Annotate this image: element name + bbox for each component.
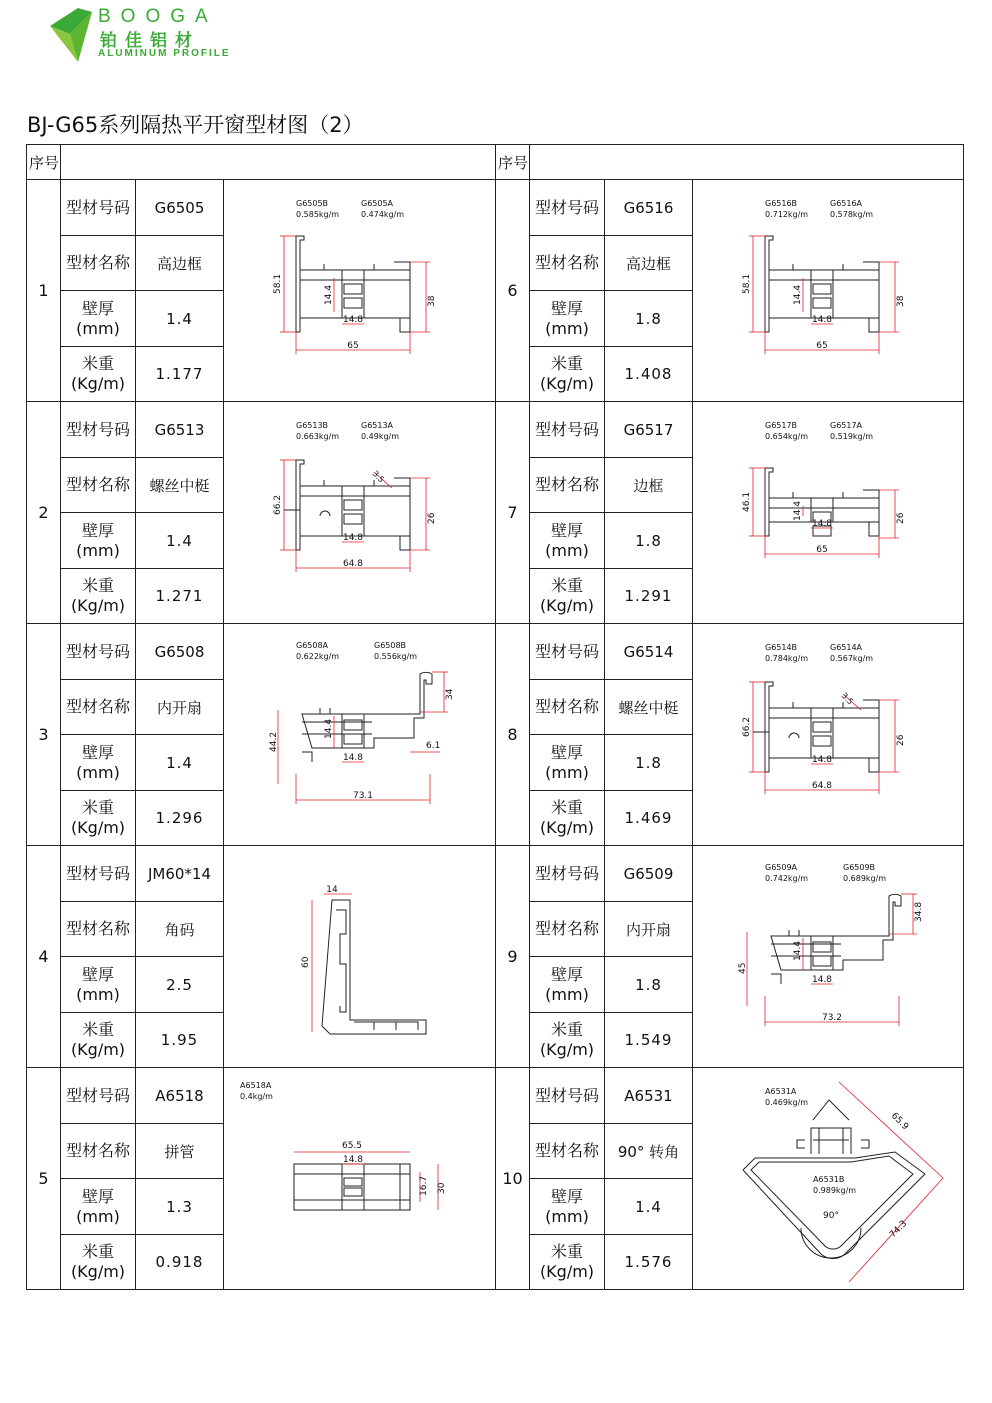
label-weight-2: (Kg/m) [70,818,126,837]
label-code: 型材号码 [61,180,136,236]
label-weight [530,1013,605,1068]
profile-code-b: G6516A [830,199,863,208]
profile-weight-b: 0.689kg/m [843,874,887,883]
value-name: 角码 [136,902,224,957]
profile-figure [693,846,963,1067]
profile-weight-b: 0.567kg/m [830,654,874,663]
value-wall: 1.8 [605,735,693,791]
label-wall: 壁厚(mm) [530,1179,605,1235]
value-weight: 1.291 [605,569,693,624]
table-row [27,180,964,236]
label-code: 型材号码 [530,846,605,902]
side-label: 26 [427,512,437,524]
label-name: 型材名称 [530,1124,605,1179]
value-weight: 1.408 [605,347,693,402]
value-code: G6509 [605,846,693,902]
value-wall: 2.5 [136,957,224,1013]
label-code: 型材号码 [61,624,136,680]
profile-outline [751,1156,913,1249]
profile-weight-a: 0.784kg/m [765,654,809,663]
width-label: 64.8 [811,781,833,791]
label-weight [61,569,136,624]
break-label: 14.8 [811,315,833,325]
value-code: G6517 [605,402,693,458]
label-weight [530,569,605,624]
profile-code-b: G6508B [374,641,407,650]
value-weight: 1.296 [136,791,224,846]
profile-figure [224,1068,494,1289]
value-wall: 1.8 [605,291,693,347]
value-code: G6508 [136,624,224,680]
profile-drawing [693,180,964,402]
profile-code-a: G6517B [765,421,798,430]
value-name: 内开扇 [136,680,224,735]
profile-weight-b: 0.556kg/m [374,652,418,661]
profile-outline [811,1128,851,1154]
value-weight: 1.95 [136,1013,224,1068]
value-weight: 1.271 [136,569,224,624]
length-dimension [839,1082,943,1178]
row-number: 4 [27,846,61,1068]
table-row [27,624,964,680]
label-weight-2: (Kg/m) [70,1262,126,1281]
profile-outline [400,536,410,550]
label-weight [530,347,605,402]
header-blank-right [530,145,964,180]
value-code: G6513 [136,402,224,458]
label-name: 型材名称 [530,902,605,957]
profile-outline [753,732,799,738]
label-code: 型材号码 [530,1068,605,1124]
profile-outline [793,262,879,270]
label-code: 型材号码 [61,1068,136,1124]
profile-weight-b: 0.474kg/m [361,210,405,219]
profile-code-a: A6518A [240,1081,272,1090]
profile-figure [693,624,963,845]
profile-drawing [693,402,964,624]
label-weight-2: (Kg/m) [70,374,126,393]
value-code: A6531 [605,1068,693,1124]
value-name: 螺丝中梃 [605,680,693,735]
value-code: A6518 [136,1068,224,1124]
label-wall: 壁厚(mm) [530,735,605,791]
profile-outline [322,900,426,1034]
width-label: 65.5 [341,1141,363,1151]
label-weight-2: (Kg/m) [539,374,595,393]
side-label: 26 [896,512,906,524]
profile-outline [801,1228,861,1258]
value-weight: 1.576 [605,1235,693,1290]
profile-outline [769,708,879,758]
label-wall: 壁厚(mm) [61,957,136,1013]
label-weight-2: (Kg/m) [539,1262,595,1281]
break-label: 14.8 [811,519,833,529]
profile-weight-a: 0.742kg/m [765,874,809,883]
row-number: 10 [496,1068,530,1290]
value-name: 90° 转角 [605,1124,693,1179]
length-label: 65.9 [888,1111,911,1133]
profile-outline [869,318,879,332]
profile-code-a: G6514B [765,643,798,652]
label-wall: 壁厚(mm) [530,957,605,1013]
label-code: 型材号码 [61,402,136,458]
label-code: 型材号码 [61,846,136,902]
label-weight-1: 米重 [81,354,114,373]
table-row [27,402,964,458]
label-code: 型材号码 [530,402,605,458]
label-weight-1: 米重 [81,1242,114,1261]
angle-label: 90° [823,1211,839,1221]
profile-figure [693,1068,963,1289]
value-weight: 1.469 [605,791,693,846]
header-row [27,145,964,180]
row-number: 8 [496,624,530,846]
profile-code-b: G6514A [830,643,863,652]
row-number: 3 [27,624,61,846]
width-label: 65 [347,341,359,351]
label-weight-1: 米重 [81,1020,114,1039]
profile-drawing [224,180,496,402]
height-label: 60 [301,956,311,968]
label-weight-2: (Kg/m) [70,1040,126,1059]
profile-figure [224,624,494,845]
label-name: 型材名称 [61,1124,136,1179]
profile-drawing [224,1068,496,1290]
label-weight-1: 米重 [550,354,583,373]
profile-weight-b: 0.519kg/m [830,432,874,441]
label-weight-1: 米重 [81,576,114,595]
profile-drawing [693,846,964,1068]
value-wall: 1.8 [605,513,693,569]
break-label: 14.8 [342,315,364,325]
inner-label: 16.7 [419,1175,429,1196]
profile-code-b: G6517A [830,421,863,430]
profile-weight-a: 0.663kg/m [296,432,340,441]
value-wall: 1.3 [136,1179,224,1235]
label-weight-2: (Kg/m) [70,596,126,615]
label-name: 型材名称 [61,236,136,291]
length-label-2: 74.3 [888,1218,910,1241]
profile-code-a: G6509A [765,863,798,872]
screw-label: 3.5 [370,469,386,485]
height-label: 46.1 [742,491,752,512]
label-name: 型材名称 [530,458,605,513]
profile-outline [400,318,410,332]
profile-figure [224,180,494,401]
value-wall: 1.4 [136,735,224,791]
side-label: 30 [437,1182,447,1194]
height-label: 45 [738,962,748,974]
logo-brand: BOOGA [98,6,218,27]
label-weight [530,791,605,846]
label-weight-1: 米重 [550,1020,583,1039]
thickness-label: 14 [326,885,338,895]
width-label: 65 [816,341,828,351]
leaf-logo-icon [48,6,96,62]
label-wall: 壁厚(mm) [530,513,605,569]
profile-figure [224,846,494,1067]
break-label: 14.8 [342,533,364,543]
profile-weight-a: 0.469kg/m [765,1098,809,1107]
height-label: 66.2 [742,716,752,737]
screw-label: 3.5 [839,691,855,707]
value-wall: 1.4 [136,291,224,347]
profile-outline [797,1100,869,1148]
label-weight-2: (Kg/m) [539,1040,595,1059]
width-label: 73.2 [821,1013,843,1023]
profile-drawing [693,624,964,846]
value-code: G6516 [605,180,693,236]
table-row [27,846,964,902]
label-code: 型材号码 [530,624,605,680]
profile-weight-a: 0.622kg/m [296,652,340,661]
value-weight: 1.177 [136,347,224,402]
profile-outline [869,522,879,536]
label-weight-2: (Kg/m) [539,818,595,837]
profile-code-b: G6509B [843,863,876,872]
label-name: 型材名称 [530,680,605,735]
label-weight-1: 米重 [550,1242,583,1261]
profile-outline [813,284,831,308]
side-label: 38 [896,295,906,307]
value-name: 内开扇 [605,902,693,957]
value-weight: 1.549 [605,1013,693,1068]
lip-label: 6.1 [426,741,441,751]
label-name: 型材名称 [61,458,136,513]
table-row [27,1068,964,1124]
profile-figure [224,402,494,623]
inner-label: 14.4 [793,940,803,961]
value-wall: 1.4 [605,1179,693,1235]
profile-drawing [224,402,496,624]
value-name: 边框 [605,458,693,513]
label-wall: 壁厚(mm) [61,291,136,347]
profile-outline [793,490,879,498]
label-wall: 壁厚(mm) [530,291,605,347]
row-number: 2 [27,402,61,624]
row-number: 6 [496,180,530,402]
height-label: 58.1 [273,273,283,294]
header-blank-left [61,145,496,180]
page-title: BJ-G65系列隔热平开窗型材图（2） [27,113,364,137]
profile-weight-a: 0.585kg/m [296,210,340,219]
height-label: 58.1 [742,273,752,294]
value-code: G6505 [136,180,224,236]
value-code: JM60*14 [136,846,224,902]
label-name: 型材名称 [61,902,136,957]
profile-weight-a: 0.654kg/m [765,432,809,441]
profile-outline [869,758,879,772]
label-wall: 壁厚(mm) [61,735,136,791]
profile-figure [693,180,963,401]
label-weight [61,791,136,846]
break-label: 14.8 [811,975,833,985]
profile-outline [294,1164,410,1210]
profile-outline [284,510,330,516]
profile-weight-b: 0.989kg/m [813,1186,857,1195]
row-number: 9 [496,846,530,1068]
profile-code-a: G6516B [765,199,798,208]
profile-outline [813,942,831,966]
label-wall: 壁厚(mm) [61,1179,136,1235]
profile-figure [693,402,963,623]
label-weight [61,1013,136,1068]
profile-code-b: G6505A [361,199,394,208]
profile-drawing [693,1068,964,1290]
inner-label: 14.4 [324,718,334,739]
value-wall: 1.4 [136,513,224,569]
logo [48,4,288,64]
logo-cn: 铂佳铝材 [100,31,200,51]
label-name: 型材名称 [530,236,605,291]
width-label: 65 [816,545,828,555]
inner-label: 14.4 [793,500,803,521]
label-weight-2: (Kg/m) [539,596,595,615]
value-weight: 0.918 [136,1235,224,1290]
value-name: 拼管 [136,1124,224,1179]
profile-outline [769,708,879,758]
profile-weight-a: 0.4kg/m [240,1092,273,1101]
row-number: 5 [27,1068,61,1290]
label-weight [61,1235,136,1290]
profile-outline [793,700,879,708]
profile-outline [344,284,362,308]
label-weight [61,347,136,402]
profile-outline [300,486,410,536]
label-weight [530,1235,605,1290]
height-label: 66.2 [273,494,283,515]
profile-weight-a: 0.712kg/m [765,210,809,219]
value-wall: 1.8 [605,957,693,1013]
header-no-left: 序号 [27,145,61,180]
side-label: 34.8 [914,901,924,922]
side-label: 34 [445,688,455,700]
label-weight-1: 米重 [81,798,114,817]
row-number: 1 [27,180,61,402]
profile-table [26,144,964,1290]
profile-weight-b: 0.578kg/m [830,210,874,219]
profile-code-b: A6531B [813,1175,845,1184]
break-label: 14.8 [811,755,833,765]
value-name: 高边框 [605,236,693,291]
profile-outline [324,478,410,486]
profile-outline [324,262,410,270]
width-label: 64.8 [342,559,364,569]
profile-code-a: G6505B [296,199,329,208]
value-name: 螺丝中梃 [136,458,224,513]
break-label: 14.8 [342,753,364,763]
profile-code-a: A6531A [765,1087,797,1096]
profile-outline [294,1164,410,1210]
profile-weight-b: 0.49kg/m [361,432,400,441]
profile-outline [302,672,432,748]
profile-drawing [224,624,496,846]
profile-code-a: G6513B [296,421,329,430]
inner-label: 14.4 [793,284,803,305]
label-wall: 壁厚(mm) [61,513,136,569]
profile-code-b: G6513A [361,421,394,430]
label-weight-1: 米重 [550,576,583,595]
profile-code-a: G6508A [296,641,329,650]
row-number: 7 [496,402,530,624]
side-label: 38 [427,295,437,307]
inner-label: 14.4 [324,284,334,305]
label-code: 型材号码 [530,180,605,236]
width-label: 73.1 [352,791,374,801]
height-label: 44.2 [269,731,279,752]
profile-outline [344,720,362,744]
profile-outline [771,894,901,970]
profile-outline [813,722,831,746]
header-no-right: 序号 [496,145,530,180]
side-label: 26 [896,734,906,746]
profile-outline [743,1152,925,1259]
profile-outline [344,500,362,524]
profile-drawing [224,846,496,1068]
label-name: 型材名称 [61,680,136,735]
value-name: 高边框 [136,236,224,291]
profile-outline [336,910,418,1030]
break-label: 14.8 [342,1155,364,1165]
logo-en: ALUMINUM PROFILE [98,48,231,59]
label-weight-1: 米重 [550,798,583,817]
profile-outline [344,1178,362,1196]
value-code: G6514 [605,624,693,680]
profile-outline [300,486,410,536]
